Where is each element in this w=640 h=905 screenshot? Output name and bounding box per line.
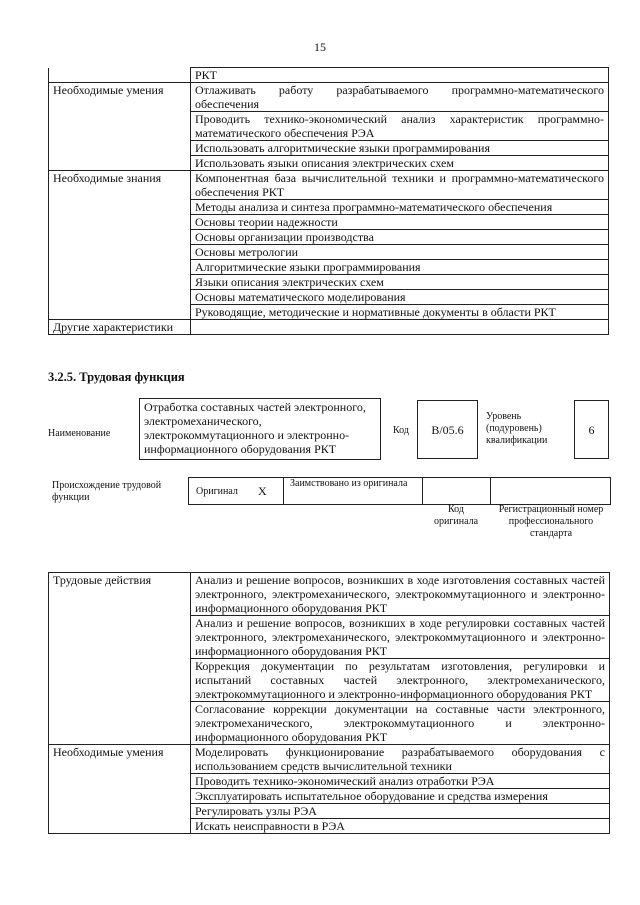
skill-item: Использовать алгоритмические языки программирования [191,141,609,156]
skill-item: Эксплуатировать испытательное оборудование и средства измерения [191,789,610,804]
table-row [49,171,609,200]
reg-caption: Регистрационный номер профессионального стандарта [498,504,604,539]
skill-item: Использовать языки описания электрических схем [191,156,609,171]
knowledge-item: Основы математического моделирования [191,290,609,305]
knowledge-label: Необходимые знания [49,171,191,320]
knowledge-item: Основы организации производства [191,230,609,245]
skill-item: Искать неисправности в РЭА [191,819,610,834]
knowledge-item: Основы метрологии [191,245,609,260]
action-item: Анализ и решение вопросов, возникших в ходе регулировки составных частей электронного, электромеханического, электрокоммутационного и электронно-информационного оборудования РКТ [191,616,610,659]
knowledge-item: Компонентная база вычислительной техники и программно-математического обеспечения РКТ [191,171,609,200]
origin-divider [422,477,423,504]
borrowed-label: Заимствовано из оригинала [290,478,408,489]
level-value: 6 [574,400,609,459]
section-title: 3.2.5. Трудовая функция [48,370,185,384]
function-name: Отработка составных частей электронного, электромеханического, электрокоммутационного и электронно-информационного оборудования РКТ [139,398,381,460]
level-label: Уровень (подуровень) квалификации [486,411,548,446]
skill-item: Проводить технико-экономический анализ характеристик программно-математического обеспечения РЭА [191,112,609,141]
competence-table-continued [48,67,609,335]
skills-label: Необходимые умения [49,83,191,171]
action-item: Согласование коррекции документации на составные части электронного, электромеханического, электрокоммутационного и электронно-информационного оборудования РКТ [191,702,610,745]
table-row [49,745,610,774]
knowledge-item: Алгоритмические языки программирования [191,260,609,275]
origin-label: Происхождение трудовой функции [52,480,162,503]
name-label: Наименование [48,428,111,439]
continued-cell: РКТ [191,68,609,83]
table-row [49,83,609,112]
skills-label: Необходимые умения [49,745,191,834]
knowledge-item: Методы анализа и синтеза программно-математического обеспечения [191,200,609,215]
code-caption: Код оригинала [433,504,479,527]
origin-divider [283,477,284,504]
skill-item: Моделировать функционирование разрабатываемого оборудования с использованием средств вычислительной техники [191,745,610,774]
actions-label: Трудовые действия [49,573,191,745]
knowledge-item: Основы теории надежности [191,215,609,230]
table-row [49,320,609,335]
knowledge-item: Руководящие, методические и нормативные документы в области РКТ [191,305,609,320]
knowledge-item: Языки описания электрических схем [191,275,609,290]
other-value [191,320,609,335]
labor-function-table [48,572,610,834]
original-label: Оригинал [196,486,238,497]
table-row [49,68,609,83]
skill-item: Отлаживать работу разрабатываемого программно-математического обеспечения [191,83,609,112]
action-item: Коррекция документации по результатам изготовления, регулировки и испытаний составных частей электронного, электромеханического, электрокоммутационного и электронно-информационного оборудования РКТ [191,659,610,702]
origin-divider [490,477,491,504]
page-number: 15 [314,40,326,54]
skill-item: Проводить технико-экономический анализ отработки РЭА [191,774,610,789]
table-row [49,573,610,616]
function-code: В/05.6 [417,400,478,459]
original-mark: X [258,484,267,498]
other-label: Другие характеристики [49,320,191,335]
code-label: Код [393,425,409,436]
skill-item: Регулировать узлы РЭА [191,804,610,819]
action-item: Анализ и решение вопросов, возникших в ходе изготовления составных частей электронного, электромеханического, электрокоммутационного и электронно-информационного оборудования РКТ [191,573,610,616]
